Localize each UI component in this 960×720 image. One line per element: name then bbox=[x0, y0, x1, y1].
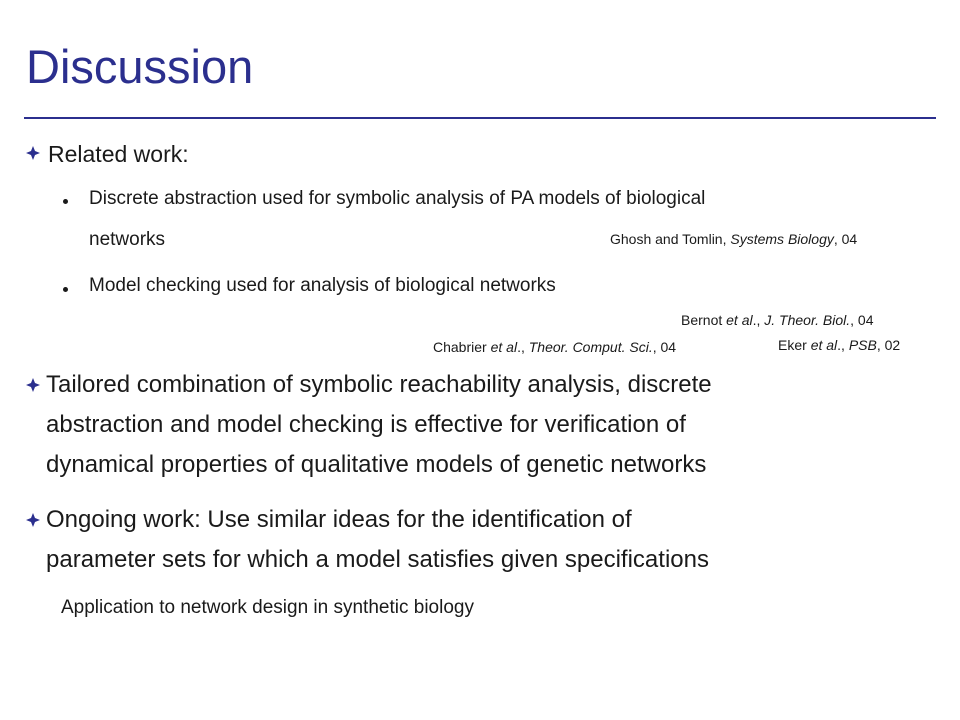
ref-authors: Ghosh and Tomlin, bbox=[610, 231, 731, 247]
ref-venue: PSB bbox=[848, 337, 877, 353]
subitem-line: Discrete abstraction used for symbolic analysis of PA models of biological bbox=[89, 188, 706, 209]
slide-title: Discussion bbox=[26, 40, 254, 93]
reference-bernot bbox=[681, 313, 874, 328]
reference-chabrier bbox=[433, 340, 676, 355]
subitem-line: networks bbox=[89, 229, 166, 250]
subitem-line: Model checking used for analysis of biological networks bbox=[89, 275, 556, 296]
ref-year: , 04 bbox=[652, 339, 677, 355]
bullet-line: dynamical properties of qualitative models of genetic networks bbox=[46, 451, 707, 478]
ref-authors: Chabrier bbox=[433, 339, 491, 355]
ref-etal: et al bbox=[726, 312, 753, 328]
ref-venue: Systems Biology bbox=[730, 231, 834, 247]
reference-eker bbox=[778, 338, 900, 353]
application-note: Application to network design in synthetic biology bbox=[61, 597, 474, 618]
bullet-ongoing-work bbox=[46, 500, 709, 580]
reference-ghosh bbox=[610, 232, 857, 247]
bullet-line: parameter sets for which a model satisfies given specifications bbox=[46, 546, 709, 573]
diamond-bullet-icon bbox=[26, 513, 40, 527]
ref-authors: Bernot bbox=[681, 312, 727, 328]
diamond-bullet-icon bbox=[26, 378, 40, 392]
ref-venue: Theor. Comput. Sci. bbox=[528, 339, 653, 355]
bullet-line: Tailored combination of symbolic reachability analysis, discrete bbox=[46, 371, 712, 398]
ref-authors: Eker bbox=[778, 337, 811, 353]
bullet-line: Ongoing work: Use similar ideas for the identification of bbox=[46, 506, 632, 533]
bullet-tailored-combination bbox=[46, 365, 712, 485]
dot-bullet-icon bbox=[63, 287, 68, 292]
ref-sep: ., bbox=[517, 339, 529, 355]
ref-etal: et al bbox=[490, 339, 518, 355]
ref-year: , 02 bbox=[876, 337, 901, 353]
title-underline bbox=[24, 117, 936, 119]
bullet-related-work: Related work: bbox=[48, 141, 189, 167]
ref-year: , 04 bbox=[850, 312, 874, 328]
diamond-bullet-icon bbox=[26, 146, 40, 160]
ref-year: , 04 bbox=[833, 231, 858, 247]
bullet-line: abstraction and model checking is effective for verification of bbox=[46, 411, 686, 438]
ref-etal: et al bbox=[810, 337, 838, 353]
ref-venue: J. Theor. Biol. bbox=[764, 312, 851, 328]
dot-bullet-icon bbox=[63, 199, 68, 204]
ref-sep: ., bbox=[752, 312, 765, 328]
ref-sep: ., bbox=[837, 337, 849, 353]
